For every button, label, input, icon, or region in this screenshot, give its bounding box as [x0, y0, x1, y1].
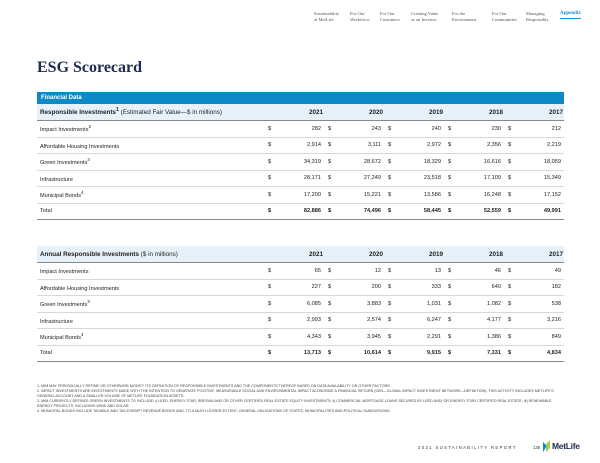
metlife-logo [543, 440, 583, 454]
total-value: 9,915 [427, 350, 441, 357]
cell-value: 3,111 [367, 142, 381, 149]
value-cell [504, 279, 564, 296]
row-label: Green Investments$^3$ [37, 296, 264, 313]
cell-value: 200 [371, 284, 381, 291]
value-cell [384, 312, 444, 329]
cell-value: 28,672 [363, 158, 381, 165]
table-row [37, 329, 564, 346]
cell-value: 15,349 [543, 175, 561, 182]
currency-symbol: $ [268, 175, 272, 182]
currency-symbol: $ [388, 125, 392, 132]
value-cell [504, 263, 564, 280]
value-cell [324, 154, 384, 171]
currency-symbol: $ [328, 284, 332, 291]
currency-symbol: $ [388, 208, 392, 215]
cell-value: 17,109 [483, 175, 501, 182]
currency-symbol: $ [508, 175, 512, 182]
total-cell [264, 345, 324, 362]
cell-value: 46 [494, 267, 501, 274]
nav-environment[interactable]: For the Environment [452, 11, 476, 22]
value-cell [264, 296, 324, 313]
currency-symbol: $ [448, 191, 452, 198]
value-cell [324, 170, 384, 187]
cell-value: 4,343 [307, 333, 321, 340]
currency-symbol: $ [328, 300, 332, 307]
year-header: 2017 [504, 104, 564, 121]
total-value: 74,496 [363, 208, 381, 215]
currency-symbol: $ [268, 300, 272, 307]
currency-symbol: $ [328, 175, 332, 182]
report-name: 2021 SUSTAINABILITY REPORT [418, 445, 517, 450]
footnote-1: 1. MIM MAY PERIODICALLY REFINE OR OTHERWISE MODIFY ITS DEFINITION OF RESPONSIBLE INVESTMENTS AND THE COMPONENTS THEREOF BASED ON DATA AVAILABILITY OR OTHER FACTORS. [37, 384, 391, 388]
cell-value: 49 [554, 267, 561, 274]
currency-symbol: $ [268, 125, 272, 132]
total-cell [504, 203, 564, 220]
currency-symbol: $ [448, 208, 452, 215]
header-row [37, 104, 564, 121]
year-header: 2019 [384, 104, 444, 121]
total-value: 52,559 [483, 208, 501, 215]
currency-symbol: $ [328, 191, 332, 198]
currency-symbol: $ [268, 158, 272, 165]
currency-symbol: $ [388, 333, 392, 340]
cell-value: 12 [374, 267, 381, 274]
row-label: Impact Investments [37, 263, 264, 280]
value-cell [444, 312, 504, 329]
currency-symbol: $ [508, 158, 512, 165]
cell-value: 34,319 [303, 158, 321, 165]
currency-symbol: $ [268, 208, 272, 215]
cell-value: 13 [434, 267, 441, 274]
footnote-4: 4. MUNICIPAL BONDS INCLUDE TAXABLE AND TAX-EXEMPT REVENUE BONDS AND, TO A MUCH LESSER EXTENT, GENERAL OBLIGATIONS OF STATES, MUNICIPALITIES AND POLITICAL SUBDIVISIONS. [37, 409, 391, 413]
value-cell [324, 137, 384, 154]
value-cell [384, 279, 444, 296]
value-cell [504, 121, 564, 138]
total-value: 7,331 [487, 350, 501, 357]
table-heading: Responsible Investments$^1$ (Estimated Fair Value—$ in millions) [37, 104, 264, 121]
currency-symbol: $ [388, 175, 392, 182]
currency-symbol: $ [328, 333, 332, 340]
table-row [37, 170, 564, 187]
currency-symbol: $ [328, 317, 332, 324]
currency-symbol: $ [328, 267, 332, 274]
currency-symbol: $ [388, 317, 392, 324]
value-cell [444, 329, 504, 346]
value-cell [444, 263, 504, 280]
cell-value: 27,249 [363, 175, 381, 182]
total-label: Total [37, 345, 264, 362]
cell-value: 23,518 [423, 175, 441, 182]
value-cell [264, 170, 324, 187]
currency-symbol: $ [388, 191, 392, 198]
cell-value: 1,031 [427, 300, 441, 307]
nav-appendix[interactable]: Appendix [560, 11, 581, 16]
cell-value: 15,221 [363, 191, 381, 198]
total-cell [324, 203, 384, 220]
total-cell [384, 203, 444, 220]
value-cell [324, 312, 384, 329]
table-row [37, 279, 564, 296]
year-header: 2021 [264, 104, 324, 121]
currency-symbol: $ [448, 300, 452, 307]
year-header: 2018 [444, 104, 504, 121]
cell-value: 17,152 [543, 191, 561, 198]
value-cell [264, 263, 324, 280]
nav-workforce[interactable]: For Our Workforce [350, 11, 370, 22]
currency-symbol: $ [328, 142, 332, 149]
value-cell [264, 187, 324, 204]
cell-value: 18,329 [423, 158, 441, 165]
cell-value: 2,993 [307, 317, 321, 324]
year-header: 2018 [444, 246, 504, 263]
total-cell [504, 345, 564, 362]
total-value: 10,614 [363, 350, 381, 357]
currency-symbol: $ [268, 267, 272, 274]
table-row [37, 121, 564, 138]
top-navigation [314, 11, 590, 33]
nav-investor[interactable]: Creating Value as an Investor [411, 11, 439, 22]
cell-value: 230 [491, 125, 501, 132]
cell-value: 1,082 [487, 300, 501, 307]
row-label: Municipal Bonds$^4$ [37, 329, 264, 346]
currency-symbol: $ [508, 284, 512, 291]
currency-symbol: $ [268, 191, 272, 198]
currency-symbol: $ [508, 317, 512, 324]
value-cell [264, 121, 324, 138]
value-cell [504, 329, 564, 346]
value-cell [504, 137, 564, 154]
total-row [37, 345, 564, 362]
cell-value: 1,386 [487, 333, 501, 340]
cell-value: 2,914 [307, 142, 321, 149]
value-cell [264, 279, 324, 296]
value-cell [444, 137, 504, 154]
total-label: Total [37, 203, 264, 220]
currency-symbol: $ [508, 267, 512, 274]
cell-value: 849 [551, 333, 561, 340]
cell-value: 65 [314, 267, 321, 274]
year-header: 2021 [264, 246, 324, 263]
table-row [37, 263, 564, 280]
value-cell [504, 312, 564, 329]
currency-symbol: $ [448, 142, 452, 149]
total-value: 4,834 [547, 350, 561, 357]
cell-value: 2,219 [547, 142, 561, 149]
value-cell [384, 121, 444, 138]
table-row [37, 312, 564, 329]
value-cell [324, 187, 384, 204]
page-number: 136 [533, 445, 540, 450]
value-cell [384, 154, 444, 171]
currency-symbol: $ [448, 333, 452, 340]
nav-sustainability[interactable]: Sustainability at MetLife [314, 11, 340, 22]
cell-value: 282 [311, 125, 321, 132]
value-cell [504, 154, 564, 171]
total-value: 58,445 [423, 208, 441, 215]
cell-value: 6,085 [307, 300, 321, 307]
cell-value: 182 [551, 284, 561, 291]
value-cell [444, 170, 504, 187]
currency-symbol: $ [508, 125, 512, 132]
currency-symbol: $ [448, 267, 452, 274]
currency-symbol: $ [448, 125, 452, 132]
currency-symbol: $ [268, 284, 272, 291]
cell-value: 16,248 [483, 191, 501, 198]
currency-symbol: $ [448, 317, 452, 324]
row-label: Affordable Housing Investments [37, 137, 264, 154]
table-row [37, 154, 564, 171]
row-label: Green Investments$^3$ [37, 154, 264, 171]
cell-value: 3,216 [547, 317, 561, 324]
table-row [37, 137, 564, 154]
currency-symbol: $ [388, 267, 392, 274]
table-row [37, 296, 564, 313]
cell-value: 640 [491, 284, 501, 291]
cell-value: 28,171 [303, 175, 321, 182]
total-cell [444, 203, 504, 220]
value-cell [444, 121, 504, 138]
currency-symbol: $ [508, 191, 512, 198]
currency-symbol: $ [268, 350, 272, 357]
value-cell [264, 312, 324, 329]
value-cell [384, 329, 444, 346]
cell-value: 3,945 [367, 333, 381, 340]
value-cell [324, 279, 384, 296]
section-band: Financial Data [37, 92, 564, 104]
value-cell [324, 263, 384, 280]
annual-responsible-investments-table [37, 246, 564, 362]
currency-symbol: $ [328, 350, 332, 357]
currency-symbol: $ [448, 350, 452, 357]
footnote-3: 3. MIM CURRENTLY DEFINES GREEN INVESTMENTS TO INCLUDE: i) LEED, ENERGY STAR, BREEAM AND OR OTHER CERTIFIED REAL ESTATE EQUITY INVESTMENTS; ii) COMMERCIAL MORTGAGE LOANS SECURED BY LEED AND/ OR ENERGY STAR CERTIFIED REAL ESTATE; iii) RENEWABLE ENERGY PROJECTS, INCLUDING WIND AND SOLAR. [37, 399, 552, 408]
table-heading: Annual Responsible Investments ($ in millions) [37, 246, 264, 263]
value-cell [324, 121, 384, 138]
value-cell [384, 137, 444, 154]
cell-value: 16,616 [483, 158, 501, 165]
currency-symbol: $ [508, 333, 512, 340]
year-header: 2019 [384, 246, 444, 263]
nav-communities[interactable]: For Our Communities [492, 11, 517, 22]
metlife-logo-text: MetLife [552, 441, 580, 451]
total-cell [324, 345, 384, 362]
currency-symbol: $ [268, 142, 272, 149]
cell-value: 17,200 [303, 191, 321, 198]
footnote-2: 2. IMPACT INVESTMENTS ARE INVESTMENTS MADE WITH THE INTENTION TO GENERATE POSITIVE, MEASURABLE SOCIAL AND ENVIRONMENTAL IMPACT ALONGSIDE A FINANCIAL RETURN (GIIN—GLOBAL IMPACT INVESTMENT NETWORK—DEFINITION). THIS ACTIVITY INCLUDES METLIFE'S GENERAL ACCOUNT AND A SMALLER VOLUME OF METLIFE FOUNDATION ASSETS. [37, 389, 554, 398]
cell-value: 2,356 [487, 142, 501, 149]
row-label: Municipal Bonds$^4$ [37, 187, 264, 204]
currency-symbol: $ [388, 142, 392, 149]
currency-symbol: $ [328, 125, 332, 132]
currency-symbol: $ [448, 158, 452, 165]
header-row [37, 246, 564, 263]
value-cell [444, 154, 504, 171]
cell-value: 333 [431, 284, 441, 291]
row-label: Impact Investments$^2$ [37, 121, 264, 138]
total-cell [264, 203, 324, 220]
currency-symbol: $ [388, 350, 392, 357]
cell-value: 240 [431, 125, 441, 132]
currency-symbol: $ [508, 350, 512, 357]
value-cell [264, 154, 324, 171]
value-cell [264, 329, 324, 346]
value-cell [444, 187, 504, 204]
responsible-investments-table [37, 92, 564, 220]
value-cell [384, 263, 444, 280]
nav-customers[interactable]: For Our Customers [380, 11, 400, 22]
value-cell [264, 137, 324, 154]
value-cell [324, 329, 384, 346]
value-cell [504, 170, 564, 187]
value-cell [504, 296, 564, 313]
cell-value: 227 [311, 284, 321, 291]
value-cell [384, 187, 444, 204]
currency-symbol: $ [508, 300, 512, 307]
year-header: 2017 [504, 246, 564, 263]
value-cell [324, 296, 384, 313]
currency-symbol: $ [388, 284, 392, 291]
total-value: 13,713 [303, 350, 321, 357]
currency-symbol: $ [388, 158, 392, 165]
currency-symbol: $ [388, 300, 392, 307]
footnotes [37, 384, 564, 414]
currency-symbol: $ [328, 208, 332, 215]
value-cell [504, 187, 564, 204]
cell-value: 4,177 [487, 317, 501, 324]
row-label: Infrastructure [37, 170, 264, 187]
cell-value: 6,247 [427, 317, 441, 324]
table-row [37, 187, 564, 204]
page-title: ESG Scorecard [37, 59, 143, 76]
total-row [37, 203, 564, 220]
value-cell [444, 296, 504, 313]
total-cell [444, 345, 504, 362]
cell-value: 243 [371, 125, 381, 132]
value-cell [384, 170, 444, 187]
cell-value: 13,586 [423, 191, 441, 198]
cell-value: 18,059 [543, 158, 561, 165]
currency-symbol: $ [508, 142, 512, 149]
nav-managing[interactable]: Managing Responsibly [526, 11, 549, 22]
value-cell [444, 279, 504, 296]
cell-value: 212 [551, 125, 561, 132]
total-cell [384, 345, 444, 362]
currency-symbol: $ [448, 175, 452, 182]
total-value: 49,991 [543, 208, 561, 215]
currency-symbol: $ [268, 333, 272, 340]
cell-value: 3,883 [367, 300, 381, 307]
currency-symbol: $ [268, 317, 272, 324]
cell-value: 538 [551, 300, 561, 307]
total-value: 82,886 [303, 208, 321, 215]
cell-value: 2,972 [427, 142, 441, 149]
row-label: Infrastructure [37, 312, 264, 329]
cell-value: 2,574 [367, 317, 381, 324]
year-header: 2020 [324, 104, 384, 121]
cell-value: 2,291 [427, 333, 441, 340]
row-label: Affordable Housing Investments [37, 279, 264, 296]
currency-symbol: $ [448, 284, 452, 291]
value-cell [384, 296, 444, 313]
currency-symbol: $ [508, 208, 512, 215]
year-header: 2020 [324, 246, 384, 263]
currency-symbol: $ [328, 158, 332, 165]
